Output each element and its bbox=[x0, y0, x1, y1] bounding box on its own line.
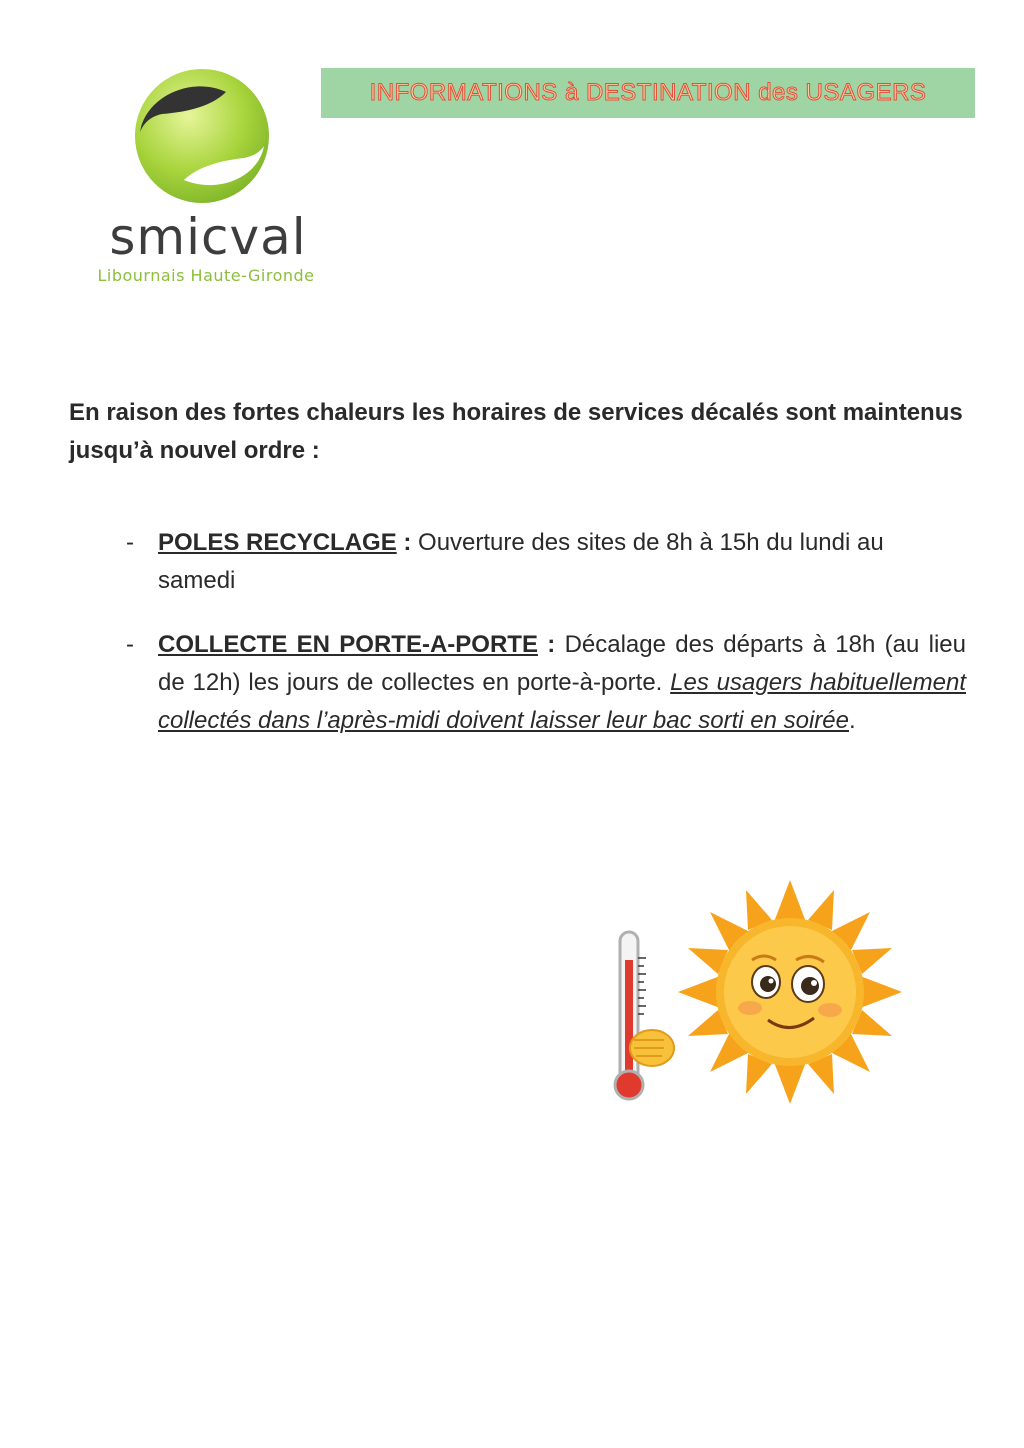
list-item-text bbox=[158, 524, 966, 600]
thermometer-icon bbox=[615, 932, 674, 1099]
item-separator: : bbox=[537, 631, 565, 658]
sun-icon bbox=[678, 880, 902, 1104]
leaf-logo-icon bbox=[132, 66, 272, 206]
list-bullet: - bbox=[126, 529, 134, 556]
list-bullet: - bbox=[126, 631, 134, 658]
item-separator: : bbox=[396, 529, 419, 556]
list-item bbox=[126, 524, 966, 600]
item-body: Décalage des départs à 18h (au lieu de 12h) les jours de collectes en porte-à-porte. bbox=[158, 631, 966, 696]
smicval-logo bbox=[76, 66, 336, 296]
brand-name: smicval bbox=[109, 208, 307, 266]
item-emphasis: Les usagers habituellement collectés dans l’après-midi doivent laisser leur bac sorti en soirée bbox=[158, 669, 966, 734]
intro-paragraph: En raison des fortes chaleurs les horaires de services décalés sont maintenus jusqu’à nouvel ordre : bbox=[69, 399, 963, 464]
item-body: Ouverture des sites de 8h à 15h du lundi au samedi bbox=[158, 529, 884, 594]
brand-tagline: Libournais Haute-Gironde bbox=[97, 266, 315, 285]
list-item-text bbox=[158, 626, 966, 740]
banner-title: INFORMATIONS à DESTINATION des USAGERS bbox=[369, 79, 927, 106]
list-item bbox=[126, 626, 966, 740]
info-banner bbox=[321, 68, 975, 118]
hot-weather-illustration bbox=[612, 880, 902, 1115]
item-heading: COLLECTE EN PORTE-A-PORTE bbox=[158, 631, 538, 658]
item-end: . bbox=[848, 707, 856, 734]
item-heading: POLES RECYCLAGE bbox=[158, 529, 397, 556]
